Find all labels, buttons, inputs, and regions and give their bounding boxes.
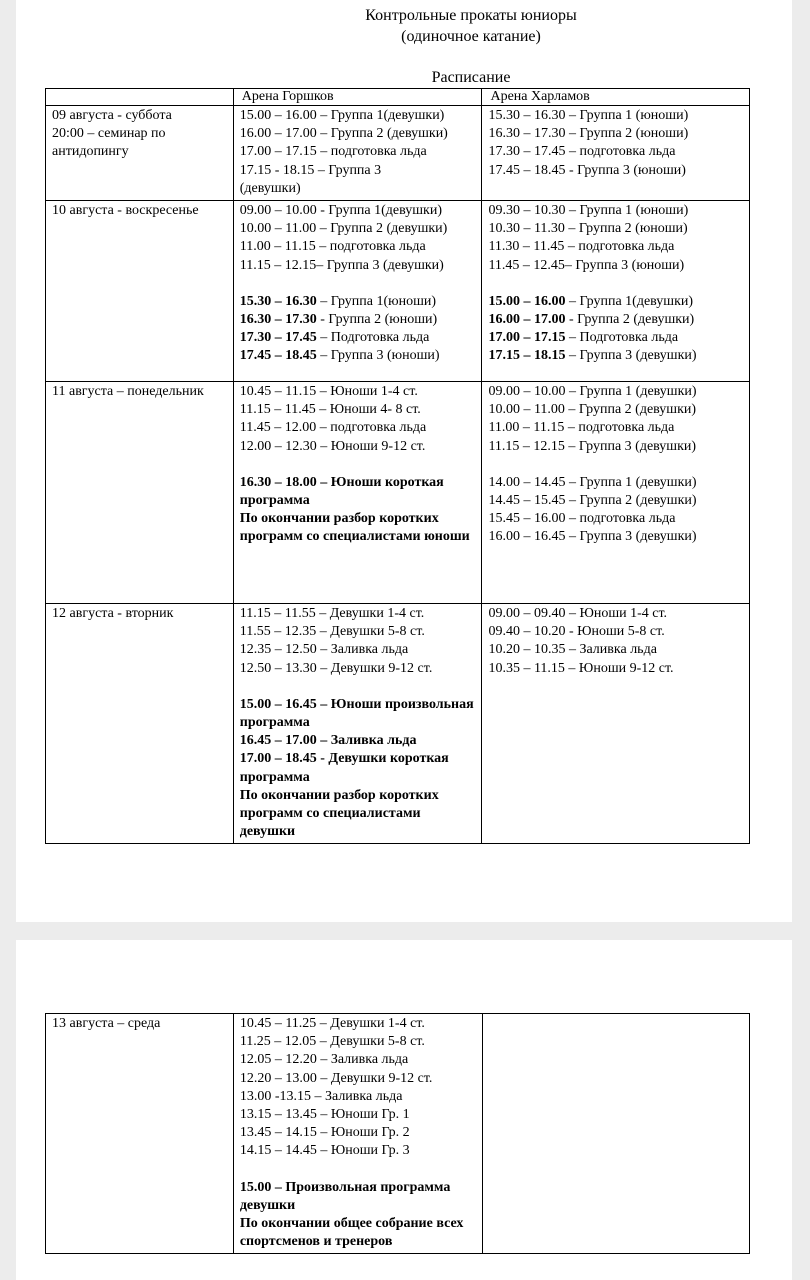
schedule-line-bold bbox=[240, 293, 477, 311]
schedule-line: 11.15 – 12.15– Группа 3 (девушки) bbox=[239, 257, 444, 273]
schedule-line: 17.30 – 17.45 – подготовка льда bbox=[488, 144, 676, 160]
schedule-label: Расписание bbox=[431, 69, 511, 86]
arena2-cell bbox=[482, 604, 750, 844]
table-row bbox=[46, 201, 750, 382]
schedule-line: 11.15 – 12.15 – Группа 3 (девушки) bbox=[488, 438, 697, 454]
day-cell bbox=[46, 1014, 234, 1254]
schedule-line: 15.00 – 16.00 – Группа 1(девушки) bbox=[239, 108, 445, 123]
schedule-line-bold bbox=[240, 329, 477, 347]
day-cell bbox=[46, 604, 234, 844]
arena1-cell bbox=[233, 201, 482, 382]
schedule-line: 13.45 – 14.15 – Юноши Гр. 2 bbox=[239, 1125, 410, 1141]
schedule-table-continued bbox=[45, 1013, 750, 1254]
day-line: антидопингу bbox=[52, 144, 129, 160]
day-cell bbox=[46, 106, 234, 201]
schedule-line-bold bbox=[240, 347, 477, 365]
arena1-cell bbox=[233, 604, 482, 844]
schedule-line: 12.50 – 13.30 – Девушки 9-12 ст. bbox=[239, 660, 433, 676]
schedule-line: 12.05 – 12.20 – Заливка льда bbox=[239, 1052, 409, 1068]
activity: - Группа 2 (юноши) bbox=[316, 312, 438, 328]
schedule-line: 11.25 – 12.05 – Девушки 5-8 ст. bbox=[239, 1034, 425, 1050]
table-row bbox=[46, 604, 750, 844]
schedule-line: 11.00 – 11.15 – подготовка льда bbox=[239, 239, 426, 255]
schedule-line: 16.30 – 17.30 – Группа 2 (юноши) bbox=[488, 126, 689, 142]
schedule-line: 11.15 – 11.45 – Юноши 4- 8 ст. bbox=[239, 402, 421, 418]
bold-time: 15.30 – 16.30 bbox=[239, 293, 317, 309]
bold-time: 16.00 – 17.00 bbox=[488, 312, 566, 328]
schedule-line: 17.00 – 17.15 – подготовка льда bbox=[239, 144, 427, 160]
activity: – Группа 1(девушки) bbox=[565, 293, 694, 309]
schedule-line: 09.40 – 10.20 - Юноши 5-8 ст. bbox=[488, 624, 665, 640]
schedule-line: 11.15 – 11.55 – Девушки 1-4 ст. bbox=[239, 606, 425, 622]
bold-note: По окончании разбор коротких программ со специалистами юноши bbox=[239, 511, 470, 545]
day-cell bbox=[46, 201, 234, 382]
bold-time: 17.00 – 17.15 bbox=[488, 330, 566, 346]
activity: – Группа 3 (юноши) bbox=[316, 348, 440, 364]
day-line: 12 августа - вторник bbox=[52, 606, 174, 622]
schedule-line-bold bbox=[488, 329, 744, 347]
schedule-line: 10.35 – 11.15 – Юноши 9-12 ст. bbox=[488, 660, 674, 676]
table-row bbox=[46, 382, 750, 604]
header-empty-cell bbox=[46, 89, 234, 106]
schedule-line: 10.00 – 11.00 – Группа 2 (девушки) bbox=[488, 402, 697, 418]
document-page-2 bbox=[16, 940, 792, 1280]
schedule-line: 11.45 – 12.00 – подготовка льда bbox=[239, 420, 427, 436]
arena1-cell bbox=[233, 382, 482, 604]
schedule-line: 11.45 – 12.45– Группа 3 (юноши) bbox=[488, 257, 685, 273]
table-header-row bbox=[46, 89, 750, 106]
bold-note: 16.45 – 17.00 – Заливка льда bbox=[239, 733, 417, 749]
schedule-line: 09.00 – 09.40 – Юноши 1-4 ст. bbox=[488, 606, 668, 622]
schedule-line: 12.00 – 12.30 – Юноши 9-12 ст. bbox=[239, 438, 426, 454]
schedule-line: 14.00 – 14.45 – Группа 1 (девушки) bbox=[488, 474, 697, 490]
table-row bbox=[46, 106, 750, 201]
day-line: 10 августа - воскресенье bbox=[52, 203, 199, 219]
document-page-1 bbox=[16, 0, 792, 922]
schedule-line: 17.45 – 18.45 - Группа 3 (юноши) bbox=[488, 162, 686, 178]
schedule-line: 14.15 – 14.45 – Юноши Гр. 3 bbox=[239, 1143, 410, 1159]
schedule-line: 09.00 – 10.00 - Группа 1(девушки) bbox=[239, 203, 443, 219]
activity: – Группа 3 (девушки) bbox=[565, 348, 697, 364]
schedule-line-bold bbox=[488, 347, 744, 365]
schedule-line: 10.45 – 11.15 – Юноши 1-4 ст. bbox=[239, 384, 418, 400]
schedule-line: 10.30 – 11.30 – Группа 2 (юноши) bbox=[488, 221, 688, 237]
schedule-line: 15.45 – 16.00 – подготовка льда bbox=[488, 511, 676, 527]
day-line: 20:00 – семинар по bbox=[52, 126, 166, 142]
schedule-line: 12.20 – 13.00 – Девушки 9-12 ст. bbox=[239, 1070, 433, 1086]
schedule-line: 12.35 – 12.50 – Заливка льда bbox=[239, 642, 409, 658]
schedule-line: 13.00 -13.15 – Заливка льда bbox=[239, 1088, 403, 1104]
arena1-cell bbox=[233, 106, 482, 201]
activity: – Группа 1(юноши) bbox=[316, 293, 437, 309]
day-line: 11 августа – понедельник bbox=[52, 384, 204, 400]
activity: – Подготовка льда bbox=[565, 330, 679, 346]
schedule-line: 14.45 – 15.45 – Группа 2 (девушки) bbox=[488, 493, 697, 509]
doc-title: Контрольные прокаты юниоры bbox=[365, 7, 577, 24]
bold-note: 16.30 – 18.00 – Юноши короткая программа bbox=[239, 474, 444, 509]
arena2-cell bbox=[482, 382, 750, 604]
bold-note: По окончании разбор коротких программ со специалистами девушки bbox=[239, 787, 439, 840]
activity: - Группа 2 (девушки) bbox=[565, 312, 695, 328]
schedule-line: 09.00 – 10.00 – Группа 1 (девушки) bbox=[488, 384, 697, 400]
schedule-line: 13.15 – 13.45 – Юноши Гр. 1 bbox=[239, 1107, 410, 1123]
bold-time: 17.15 – 18.15 bbox=[488, 348, 566, 364]
bold-note: 15.00 – Произвольная программа девушки bbox=[239, 1179, 451, 1213]
header-arena-kharlamov: Арена Харламов bbox=[482, 89, 750, 106]
schedule-line: 17.15 - 18.15 – Группа 3 bbox=[239, 162, 382, 178]
schedule-line: 16.00 – 16.45 – Группа 3 (девушки) bbox=[488, 529, 697, 545]
schedule-line: 16.00 – 17.00 – Группа 2 (девушки) bbox=[239, 126, 448, 142]
bold-time: 15.00 – 16.00 bbox=[488, 293, 566, 309]
schedule-line-bold bbox=[240, 311, 477, 329]
day-line: 09 августа - суббота bbox=[52, 108, 172, 123]
arena2-cell-empty bbox=[482, 1014, 749, 1254]
schedule-line: 10.45 – 11.25 – Девушки 1-4 ст. bbox=[239, 1016, 425, 1031]
schedule-line: 11.30 – 11.45 – подготовка льда bbox=[488, 239, 675, 255]
schedule-line: 10.20 – 10.35 – Заливка льда bbox=[488, 642, 657, 658]
bold-note: 15.00 – 16.45 – Юноши произвольная программа bbox=[239, 696, 474, 731]
day-cell bbox=[46, 382, 234, 604]
schedule-line-bold bbox=[488, 293, 744, 311]
arena1-cell bbox=[233, 1014, 482, 1254]
schedule-line: 11.00 – 11.15 – подготовка льда bbox=[488, 420, 675, 436]
arena2-cell bbox=[482, 201, 750, 382]
schedule-line: 15.30 – 16.30 – Группа 1 (юноши) bbox=[488, 108, 689, 123]
table-row bbox=[46, 1014, 750, 1254]
bold-time: 16.30 – 17.30 bbox=[239, 312, 317, 328]
schedule-table bbox=[45, 88, 750, 844]
schedule-line-bold bbox=[488, 311, 744, 329]
bold-note: 17.00 – 18.45 - Девушки короткая программа bbox=[239, 751, 449, 785]
schedule-line: 10.00 – 11.00 – Группа 2 (девушки) bbox=[239, 221, 448, 237]
doc-subtitle: (одиночное катание) bbox=[401, 28, 541, 45]
bold-time: 17.45 – 18.45 bbox=[239, 348, 317, 364]
activity: – Подготовка льда bbox=[316, 330, 430, 346]
day-line: 13 августа – среда bbox=[52, 1016, 161, 1031]
bold-time: 17.30 – 17.45 bbox=[239, 330, 317, 346]
arena2-cell bbox=[482, 106, 750, 201]
bold-note: По окончании общее собрание всех спортсменов и тренеров bbox=[239, 1216, 464, 1250]
header-arena-gorshkov: Арена Горшков bbox=[233, 89, 482, 106]
schedule-line: 09.30 – 10.30 – Группа 1 (юноши) bbox=[488, 203, 689, 219]
schedule-line: 11.55 – 12.35 – Девушки 5-8 ст. bbox=[239, 624, 425, 640]
schedule-line: (девушки) bbox=[239, 180, 301, 196]
